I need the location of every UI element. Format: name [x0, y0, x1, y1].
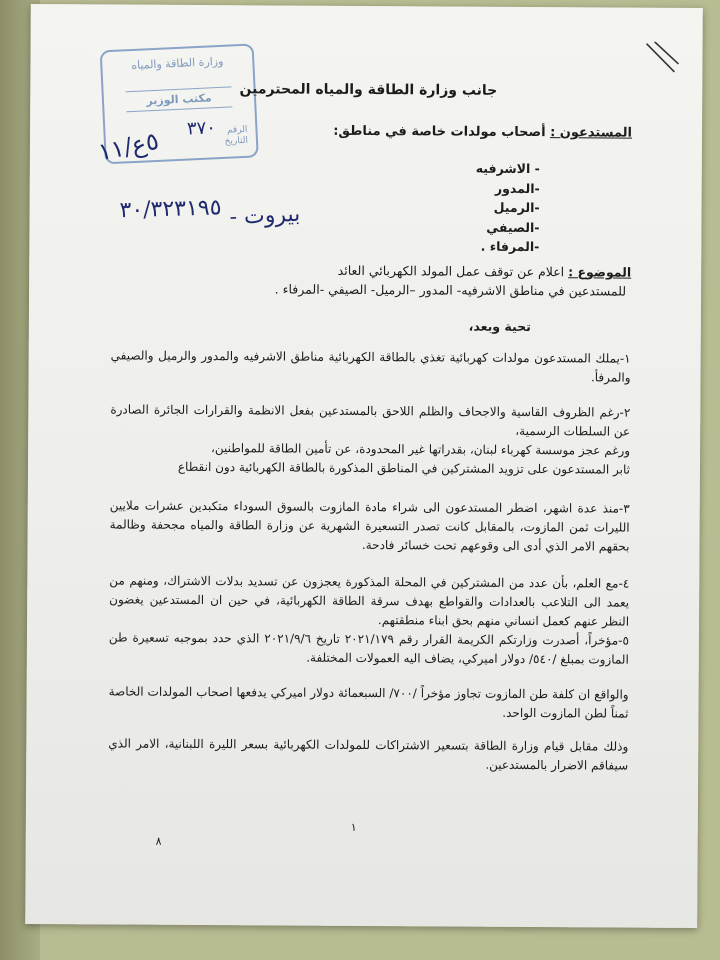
paragraph-4: ٤-مع العلم، بأن عدد من المشتركين في المحلة المذكورة يعجزون عن تسديد بدلات الاشتراك، ومنهم من يعمد الى التلاعب بالعدادات والقواطع بهدف سرقة الطاقة الكهربائية، في حين ان المستدعين يغضون النظر عنهم كعمل انساني منهم بحق ابناء منطقتهم.	[109, 573, 630, 629]
paragraph-2b: ورغم عجز موسسة كهرباء لبنان، بقدراتها غير المحدودة، عن تأمين الطاقة للمواطنين،	[210, 441, 631, 458]
letter-body	[25, 4, 703, 928]
subject-text: اعلام عن توقف عمل المولد الكهربائي العائد	[337, 262, 565, 280]
paragraph-2c: ثابر المستدعون على تزويد المشتركين في المناطق المذكورة بالطاقة الكهربائية دون انقطاع	[177, 459, 631, 477]
subject-line-2: للمستدعين في مناطق الاشرفيه- المدور –الرميل- الصيفي -المرفاء .	[274, 281, 627, 299]
stamp-office: مكتب الوزير	[126, 86, 233, 112]
area-item: - الاشرفيه	[475, 160, 540, 177]
area-item: -الرميل	[493, 199, 540, 216]
letter-page	[25, 4, 703, 928]
stamp-number-value: ٣٧٠	[186, 117, 217, 140]
side-mark: ٨	[155, 834, 162, 848]
recipients-label: المستدعون :	[550, 125, 633, 141]
handwritten-city: بيروت -	[228, 201, 301, 231]
area-item: -المدور	[494, 180, 540, 196]
areas-list	[475, 159, 540, 257]
stamp-ministry: وزارة الطاقة والمياه	[130, 54, 224, 73]
paragraph-7: وذلك مقابل قيام وزارة الطاقة بتسعير الاشتراكات للمولدات الكهربائية بسعر الليرة اللبنانية، الامر الذي سيفاقم الاضرار بالمستدعين.	[108, 736, 629, 773]
letter-addressee: جانب وزارة الطاقة والمياه المحترمين	[239, 81, 498, 99]
paragraph-2: ٢-رغم الظروف القاسية والاجحاف والظلم اللاحق بالمستدعين بفعل الانظمة والقرارات الجائرة الصادرة عن السلطات الرسمية،	[110, 402, 631, 439]
paragraph-5: ٥-مؤخراً، أصدرت وزارتكم الكريمة القرار رقم ٢٠٢١/١٧٩ تاريخ ٢٠٢١/٩/٦ الذي حدد بموجبه تسعيرة طن المازوت بمبلغ /٥٤٠/ دولار اميركي، يضاف اليه العمولات المختلفة.	[108, 630, 629, 667]
handwritten-reference: ٣٠/٣٢٣١٩٥	[119, 195, 222, 224]
area-item: -الصيفي	[486, 219, 540, 235]
pen-strokes-mark	[640, 42, 680, 82]
area-item: -المرفاء .	[480, 238, 540, 255]
paragraph-6: والواقع ان كلفة طن المازوت تجاوز مؤخراً /٧٠٠/ السبعمائة دولار اميركي يدفعها اصحاب المولدات الخاصة ثمناً لطن المازوت الواحد.	[108, 684, 629, 721]
recipients-text: أصحاب مولدات خاصة في مناطق:	[333, 123, 546, 141]
stamp-number-label: الرقم	[226, 124, 248, 136]
recipients-line	[333, 124, 632, 141]
paragraph-1: ١-يملك المستدعون مولدات كهربائية تغذي بالطاقة الكهربائية مناطق الاشرفيه والمدور والرميل والصيفي والمرفأ.	[110, 348, 631, 385]
paragraph-3: ٣-منذ عدة اشهر، اضطر المستدعون الى شراء مادة المازوت بالسوق السوداء متكبدين عشرات ملايين الليرات ثمن المازوت، بالمقابل كانت تصدر التسعيرة الشهرية عن وزارة الطاقة والمياه مجحفة وظالمة بحقهم الامر الذي أدى الى وقوعهم تحت خسائر فادحة.	[109, 498, 630, 554]
handwritten-signature: ٥ع/١١	[95, 126, 162, 167]
stamp-date-label: التاريخ	[224, 135, 249, 147]
page-number: ١	[350, 820, 357, 834]
subject-label: الموضوع :	[568, 264, 632, 280]
subject-line	[338, 263, 632, 280]
greeting: تحية وبعد،	[468, 318, 531, 335]
